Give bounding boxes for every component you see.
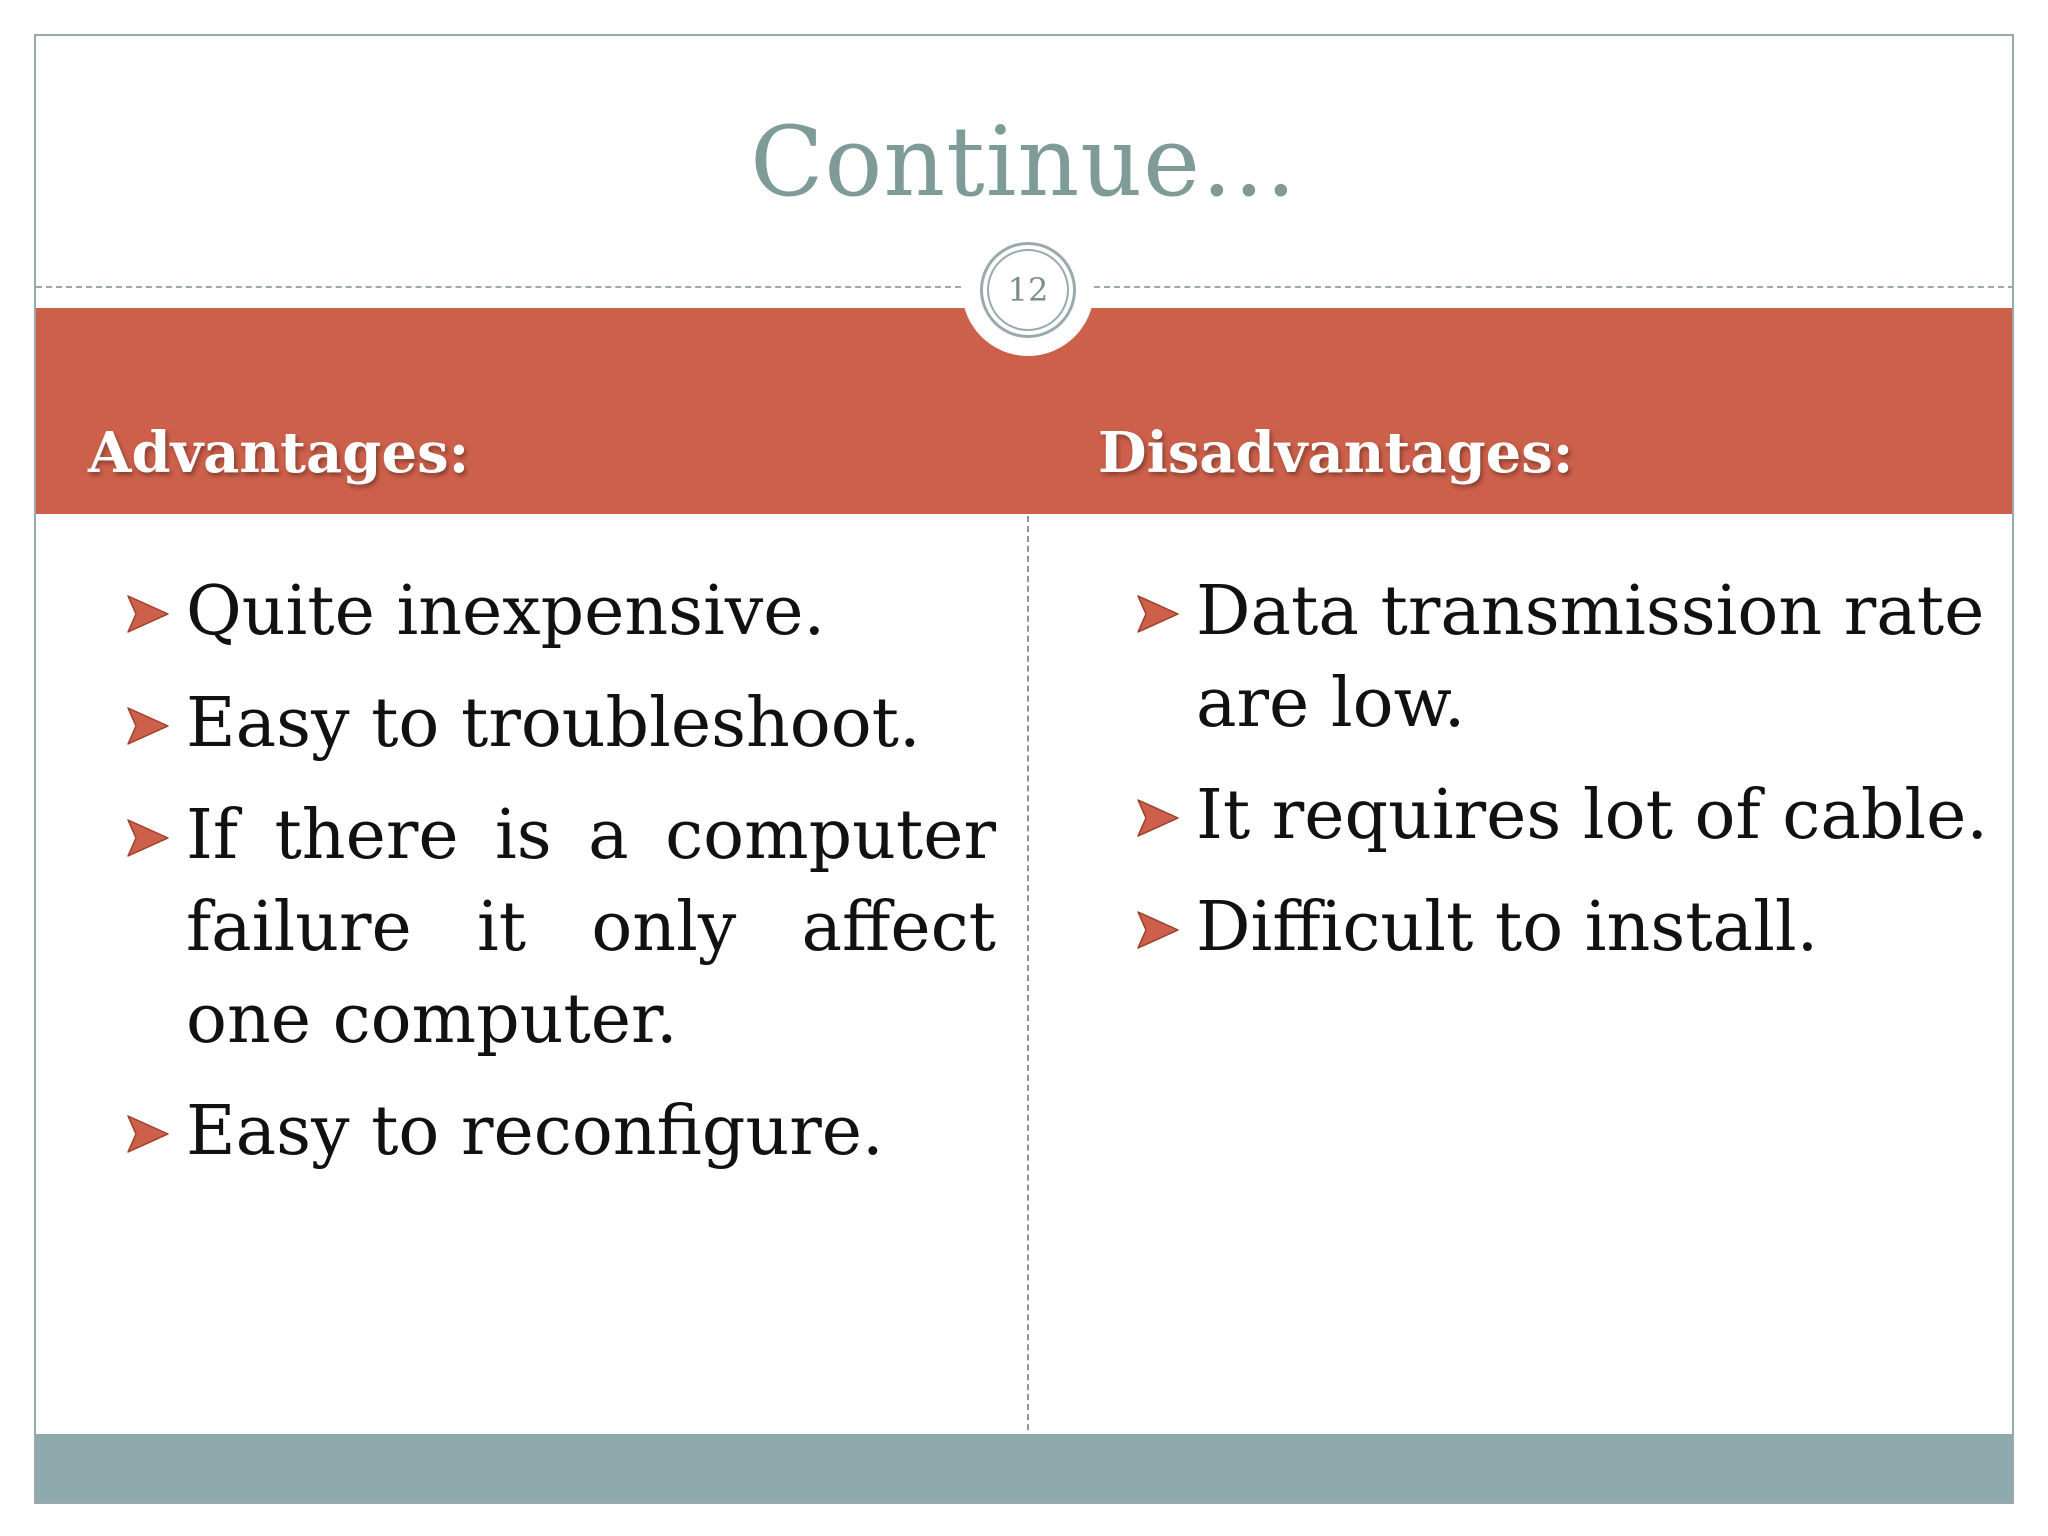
- page-number-badge: [962, 224, 1094, 356]
- list-item: [86, 1086, 996, 1178]
- disadvantage-item: Difficult to install.: [1196, 888, 1819, 967]
- list-item: [1096, 770, 1996, 862]
- arrow-bullet-icon: [126, 594, 170, 634]
- arrow-bullet-icon: [1136, 910, 1180, 950]
- footer-band: [36, 1434, 2012, 1504]
- title-divider-left: [36, 286, 961, 288]
- arrow-bullet-icon: [1136, 798, 1180, 838]
- column-divider: [1027, 516, 1029, 1470]
- advantage-item: Easy to reconfigure.: [186, 1092, 884, 1171]
- disadvantages-list: [1096, 566, 1996, 994]
- arrow-bullet-icon: [126, 818, 170, 858]
- arrow-bullet-icon: [1136, 594, 1180, 634]
- advantage-item: Quite inexpensive.: [186, 572, 826, 651]
- arrow-bullet-icon: [126, 706, 170, 746]
- page-number: 12: [987, 249, 1069, 331]
- list-item: [1096, 882, 1996, 974]
- advantage-item: If there is a computer failure it only affect one computer.: [186, 796, 996, 1059]
- disadvantage-item: It requires lot of cable.: [1196, 776, 1988, 855]
- list-item: [1096, 566, 1996, 750]
- title-divider-right: [1094, 286, 2014, 288]
- disadvantages-heading: Disadvantages:: [1098, 420, 1574, 486]
- disadvantage-item: Data transmission rate are low.: [1196, 572, 1985, 743]
- arrow-bullet-icon: [126, 1114, 170, 1154]
- advantage-item: Easy to troubleshoot.: [186, 684, 921, 763]
- slide: [34, 34, 2014, 1504]
- slide-title: Continue…: [750, 106, 1298, 218]
- list-item: [86, 566, 996, 658]
- list-item: [86, 790, 996, 1066]
- list-item: [86, 678, 996, 770]
- advantages-list: [86, 566, 996, 1198]
- advantages-heading: Advantages:: [88, 420, 470, 486]
